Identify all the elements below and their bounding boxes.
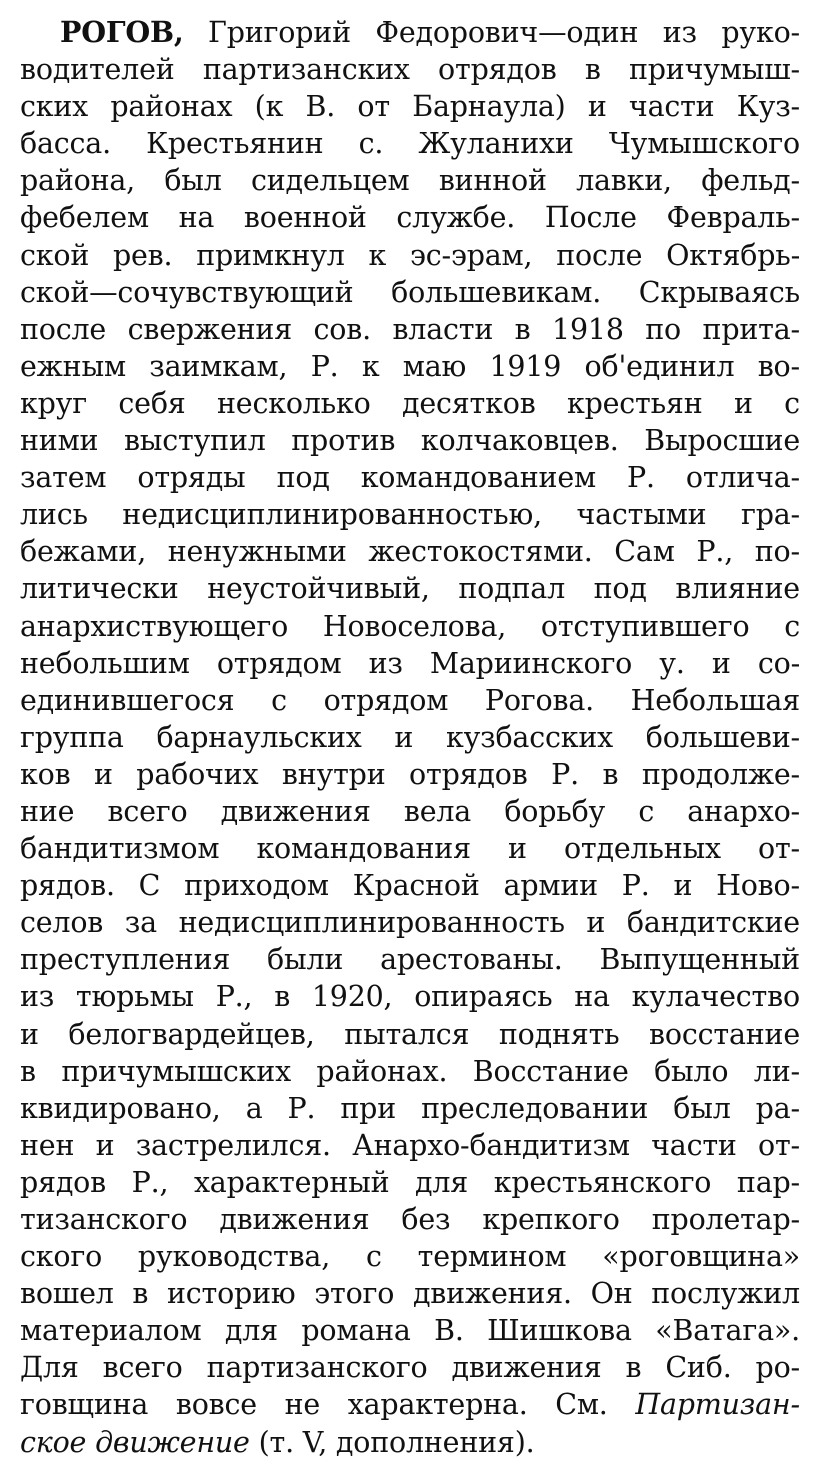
word: «Ватага». <box>655 1314 800 1348</box>
word: отдельных <box>563 832 721 866</box>
word: рядов <box>20 1165 106 1199</box>
text-line <box>20 756 800 793</box>
word: в <box>514 312 531 346</box>
word: и <box>711 646 731 680</box>
word: Февраль- <box>666 201 800 235</box>
word: ненужными <box>167 535 347 569</box>
word: несколько <box>216 386 371 420</box>
cross-reference-tail: (т. V, дополнения). <box>258 1425 535 1459</box>
word: бандитские <box>626 906 800 940</box>
word: единившегося <box>20 683 235 717</box>
word: отрядом <box>216 646 342 680</box>
word: тизанского <box>20 1203 188 1236</box>
word: приходом <box>184 869 329 903</box>
word: ков <box>20 757 71 791</box>
word: всего <box>107 794 188 828</box>
word: недисциплинированностью, <box>122 498 542 532</box>
word: Сам <box>614 535 675 569</box>
word: с <box>365 1240 382 1274</box>
word: с. <box>358 127 384 161</box>
text-line <box>20 682 800 719</box>
word: Анархо-бандитизм <box>352 1128 630 1162</box>
word: было <box>654 1054 729 1088</box>
word: по <box>645 312 682 346</box>
word: преследовании <box>421 1091 649 1125</box>
word: себя <box>118 386 186 420</box>
cross-reference-italic: Партизан- <box>635 1388 800 1422</box>
text-line <box>20 867 800 904</box>
word: ние <box>20 794 75 828</box>
word: большеви- <box>645 720 800 754</box>
word: винной <box>438 164 547 198</box>
word: руко- <box>721 16 800 49</box>
word: Чумышского <box>608 127 800 161</box>
word: ра- <box>755 1091 800 1125</box>
word: на <box>574 980 610 1014</box>
text-line <box>20 719 800 756</box>
word: с <box>784 386 800 420</box>
text-line <box>20 793 800 830</box>
word: под <box>276 461 330 495</box>
word: отрядов <box>438 53 557 87</box>
word: в <box>132 1277 149 1311</box>
word: ских <box>20 90 89 124</box>
word: заимкам, <box>149 349 288 383</box>
word: Жуланихи <box>418 127 574 161</box>
word: районах. <box>316 1054 448 1088</box>
word: военной <box>243 201 367 235</box>
word: материалом <box>20 1314 202 1348</box>
word: отлича- <box>685 461 800 495</box>
word: от- <box>758 1128 800 1162</box>
word: партизанских <box>202 53 410 87</box>
word: за <box>124 906 157 940</box>
text-line <box>20 1312 800 1349</box>
word: службе. <box>396 201 516 235</box>
word: (к <box>254 90 284 124</box>
text-line <box>20 311 800 348</box>
word: Новоселова, <box>322 609 507 643</box>
word: об'единил <box>584 349 735 383</box>
word: говщина <box>20 1388 149 1422</box>
headword: РОГОВ, <box>60 15 184 49</box>
word: характерный <box>193 1165 390 1199</box>
text-line <box>20 941 800 978</box>
word: Выпущенный <box>599 943 800 977</box>
word: и <box>20 1017 39 1051</box>
word: гра- <box>740 498 800 532</box>
word: Мариинского <box>429 646 633 680</box>
text-line <box>20 14 800 51</box>
text-line <box>20 1349 800 1386</box>
word: отступившего <box>540 609 750 643</box>
word: кулачество <box>631 980 800 1014</box>
word: вовсе <box>175 1388 257 1422</box>
word: с <box>638 794 655 828</box>
word: неустойчивый, <box>207 572 430 606</box>
word: из <box>368 646 403 680</box>
word: рабочих <box>136 757 259 791</box>
text-line <box>20 1275 800 1312</box>
word: Выросшие <box>644 424 800 458</box>
word: круг <box>20 386 87 420</box>
word: сов. <box>313 312 371 346</box>
word: Р. <box>287 1091 316 1125</box>
word: руководства, <box>137 1240 331 1274</box>
word: Рогова. <box>484 683 594 717</box>
text-line <box>20 1164 800 1201</box>
text-line <box>20 385 800 422</box>
word: С <box>138 869 161 903</box>
text-line <box>20 533 800 570</box>
word: Федорович—один <box>375 16 639 49</box>
word: Р. <box>310 349 339 383</box>
word: барнаульских <box>156 720 362 754</box>
word: и <box>586 906 606 940</box>
text-line <box>20 1201 800 1238</box>
word: Красной <box>352 869 480 903</box>
word: вошел <box>20 1277 114 1311</box>
word: Он <box>590 1277 633 1311</box>
text-line <box>20 496 800 533</box>
word: кузбасских <box>445 720 614 754</box>
word: в <box>625 1351 642 1385</box>
text-line <box>20 570 800 607</box>
word: застрелился. <box>135 1128 331 1162</box>
word: ежным <box>20 349 126 383</box>
word: влияние <box>675 572 800 606</box>
word: крепкого <box>482 1203 620 1236</box>
word: ними <box>20 424 99 458</box>
word: десятков <box>402 386 536 420</box>
word: Куз- <box>736 90 800 124</box>
word: из <box>20 980 55 1014</box>
word: сидельцем <box>250 164 410 198</box>
word: от <box>357 90 390 124</box>
word: лись <box>20 498 88 532</box>
word: ской—сочувствующий <box>20 275 354 309</box>
word: во- <box>757 349 800 383</box>
word: затем <box>20 461 107 495</box>
word: после <box>556 238 643 272</box>
word: крестьян <box>566 386 703 420</box>
word: к <box>361 349 380 383</box>
word: Р. <box>621 869 650 903</box>
word: пар- <box>736 1165 800 1199</box>
word: пытался <box>344 1017 470 1051</box>
word: под <box>593 572 647 606</box>
word: Р., <box>131 1165 169 1199</box>
text-line <box>20 978 800 1015</box>
word: партизанского <box>206 1351 428 1385</box>
word: поднять <box>498 1017 620 1051</box>
text-line <box>20 199 800 236</box>
word: при <box>340 1091 397 1125</box>
word: был <box>673 1091 731 1125</box>
word: См. <box>555 1388 608 1422</box>
word: движения. <box>412 1277 572 1311</box>
word: причумышских <box>61 1054 291 1088</box>
word: Р. <box>627 461 655 495</box>
word: на <box>178 201 215 235</box>
word: части <box>651 1128 737 1162</box>
word: продолже- <box>641 757 800 791</box>
word: отрядом <box>323 683 449 717</box>
text-line <box>20 904 800 941</box>
word: не <box>284 1388 321 1422</box>
word: рядов. <box>20 869 115 903</box>
word: Шишкова <box>487 1314 632 1348</box>
word: ро- <box>755 1351 800 1385</box>
word: причумыш- <box>628 53 800 87</box>
word: командования <box>256 832 471 866</box>
word: Небольшая <box>630 683 800 717</box>
text-line <box>20 608 800 645</box>
word: пролетар- <box>651 1203 800 1236</box>
word: после <box>20 312 107 346</box>
word: Для <box>20 1351 79 1385</box>
word: в <box>602 757 619 791</box>
word: частыми <box>576 498 707 532</box>
word: После <box>544 201 637 235</box>
word: и <box>394 720 414 754</box>
word: всего <box>102 1351 183 1385</box>
text-line-last <box>20 1424 800 1461</box>
word: были <box>267 943 344 977</box>
word: послужил <box>651 1277 800 1311</box>
word: фебелем <box>20 201 149 235</box>
word: Барнаула) <box>412 90 566 124</box>
word: опираясь <box>414 980 553 1014</box>
word: и <box>673 869 693 903</box>
word: свержения <box>127 312 292 346</box>
word: против <box>291 424 396 458</box>
word: Р., <box>215 980 253 1014</box>
word: Ново- <box>716 869 800 903</box>
word: Крестьянин <box>146 127 324 161</box>
word: без <box>401 1203 451 1236</box>
word: группа <box>20 720 124 754</box>
word: квидировано, <box>20 1091 221 1125</box>
text-line <box>20 422 800 459</box>
text-line <box>20 1386 800 1423</box>
word: района, <box>20 164 136 198</box>
word: у. <box>659 646 685 680</box>
text-line <box>20 125 800 162</box>
word: отряды <box>137 461 246 495</box>
word: лавки, <box>576 164 672 198</box>
word: был <box>164 164 222 198</box>
word: 1920, <box>311 980 393 1014</box>
word: небольшим <box>20 646 190 680</box>
word: ского <box>20 1240 103 1274</box>
word: крестьянского <box>493 1165 712 1199</box>
word: движения <box>220 794 371 828</box>
word: с <box>784 609 800 643</box>
word: водителей <box>20 53 175 87</box>
word: армии <box>503 869 598 903</box>
text-line <box>20 830 800 867</box>
word: восстание <box>649 1017 800 1051</box>
text-line <box>20 459 800 496</box>
word: движения <box>451 1351 602 1385</box>
word: и <box>508 832 527 866</box>
word: маю <box>402 349 467 383</box>
word: вела <box>403 794 472 828</box>
word: отрядов <box>409 757 528 791</box>
word: В. <box>434 1314 464 1348</box>
word: большевикам. <box>391 275 602 309</box>
word: борьбу <box>504 794 606 828</box>
word: в <box>584 53 601 87</box>
word: В. <box>305 90 336 124</box>
word: и <box>95 1128 115 1162</box>
word: в <box>274 980 291 1014</box>
text-line <box>20 51 800 88</box>
word: 1919 <box>489 349 562 383</box>
word: рев. <box>112 238 173 272</box>
word: жестокостями. <box>368 535 593 569</box>
word: нен <box>20 1128 75 1162</box>
word: Сиб. <box>665 1351 732 1385</box>
word: анархо- <box>687 794 800 828</box>
word: литически <box>20 572 179 606</box>
text-line <box>20 1053 800 1090</box>
word: командованием <box>360 461 596 495</box>
text-line <box>20 1127 800 1164</box>
word: недисциплинированность <box>178 906 565 940</box>
word: а <box>245 1091 263 1125</box>
text-line <box>20 274 800 311</box>
word: и <box>587 90 607 124</box>
word: от- <box>758 832 800 866</box>
word: движения <box>219 1203 370 1236</box>
word: выступил <box>123 424 266 458</box>
word: в <box>20 1054 36 1088</box>
word: ли- <box>753 1054 800 1088</box>
word: к <box>368 238 387 272</box>
word: со- <box>757 646 800 680</box>
text-line <box>20 237 800 274</box>
word: для <box>415 1165 469 1199</box>
word: 1918 <box>552 312 624 346</box>
word: ской <box>20 238 90 272</box>
word: для <box>224 1314 278 1348</box>
word: из <box>662 16 697 49</box>
word: селов <box>20 906 104 940</box>
word: «роговщина» <box>602 1240 800 1274</box>
word: колчаковцев. <box>420 424 619 458</box>
word: прита- <box>702 312 800 346</box>
text-line <box>20 1238 800 1275</box>
word: арестованы. <box>380 943 563 977</box>
word: Григорий <box>208 16 351 49</box>
word: белогвардейцев, <box>68 1017 315 1051</box>
word: характерна. <box>347 1388 528 1422</box>
word: с <box>271 683 287 717</box>
word: части <box>628 90 715 124</box>
text-line <box>20 1090 800 1127</box>
word: Октябрь- <box>666 238 800 272</box>
word: фельд- <box>701 164 800 198</box>
word: и <box>93 757 113 791</box>
word: эс-эрам, <box>409 238 533 272</box>
word: Р., <box>696 535 734 569</box>
word: этого <box>314 1277 395 1311</box>
word: Восстание <box>472 1054 629 1088</box>
word: подпал <box>458 572 565 606</box>
word: историю <box>166 1277 296 1311</box>
text-line <box>20 348 800 385</box>
word: бежами, <box>20 535 147 569</box>
text-line <box>20 645 800 682</box>
cross-reference-italic-cont: ское движение <box>20 1425 250 1459</box>
word: бандитизмом <box>20 832 220 866</box>
word: тюрьмы <box>75 980 194 1014</box>
word: анархиствующего <box>20 609 289 643</box>
word: власти <box>392 312 494 346</box>
word: Р. <box>551 757 579 791</box>
text-line <box>20 88 800 125</box>
word: внутри <box>281 757 386 791</box>
word: Скрываясь <box>638 275 800 309</box>
text-line <box>20 1016 800 1053</box>
word: преступления <box>20 943 231 977</box>
word: примкнул <box>196 238 345 272</box>
word: по- <box>754 535 800 569</box>
word: и <box>733 386 753 420</box>
article <box>20 14 800 1461</box>
word: термином <box>417 1240 567 1274</box>
text-line <box>20 162 800 199</box>
word: районах <box>110 90 233 124</box>
word: романа <box>301 1314 411 1348</box>
word: басса. <box>20 127 111 161</box>
